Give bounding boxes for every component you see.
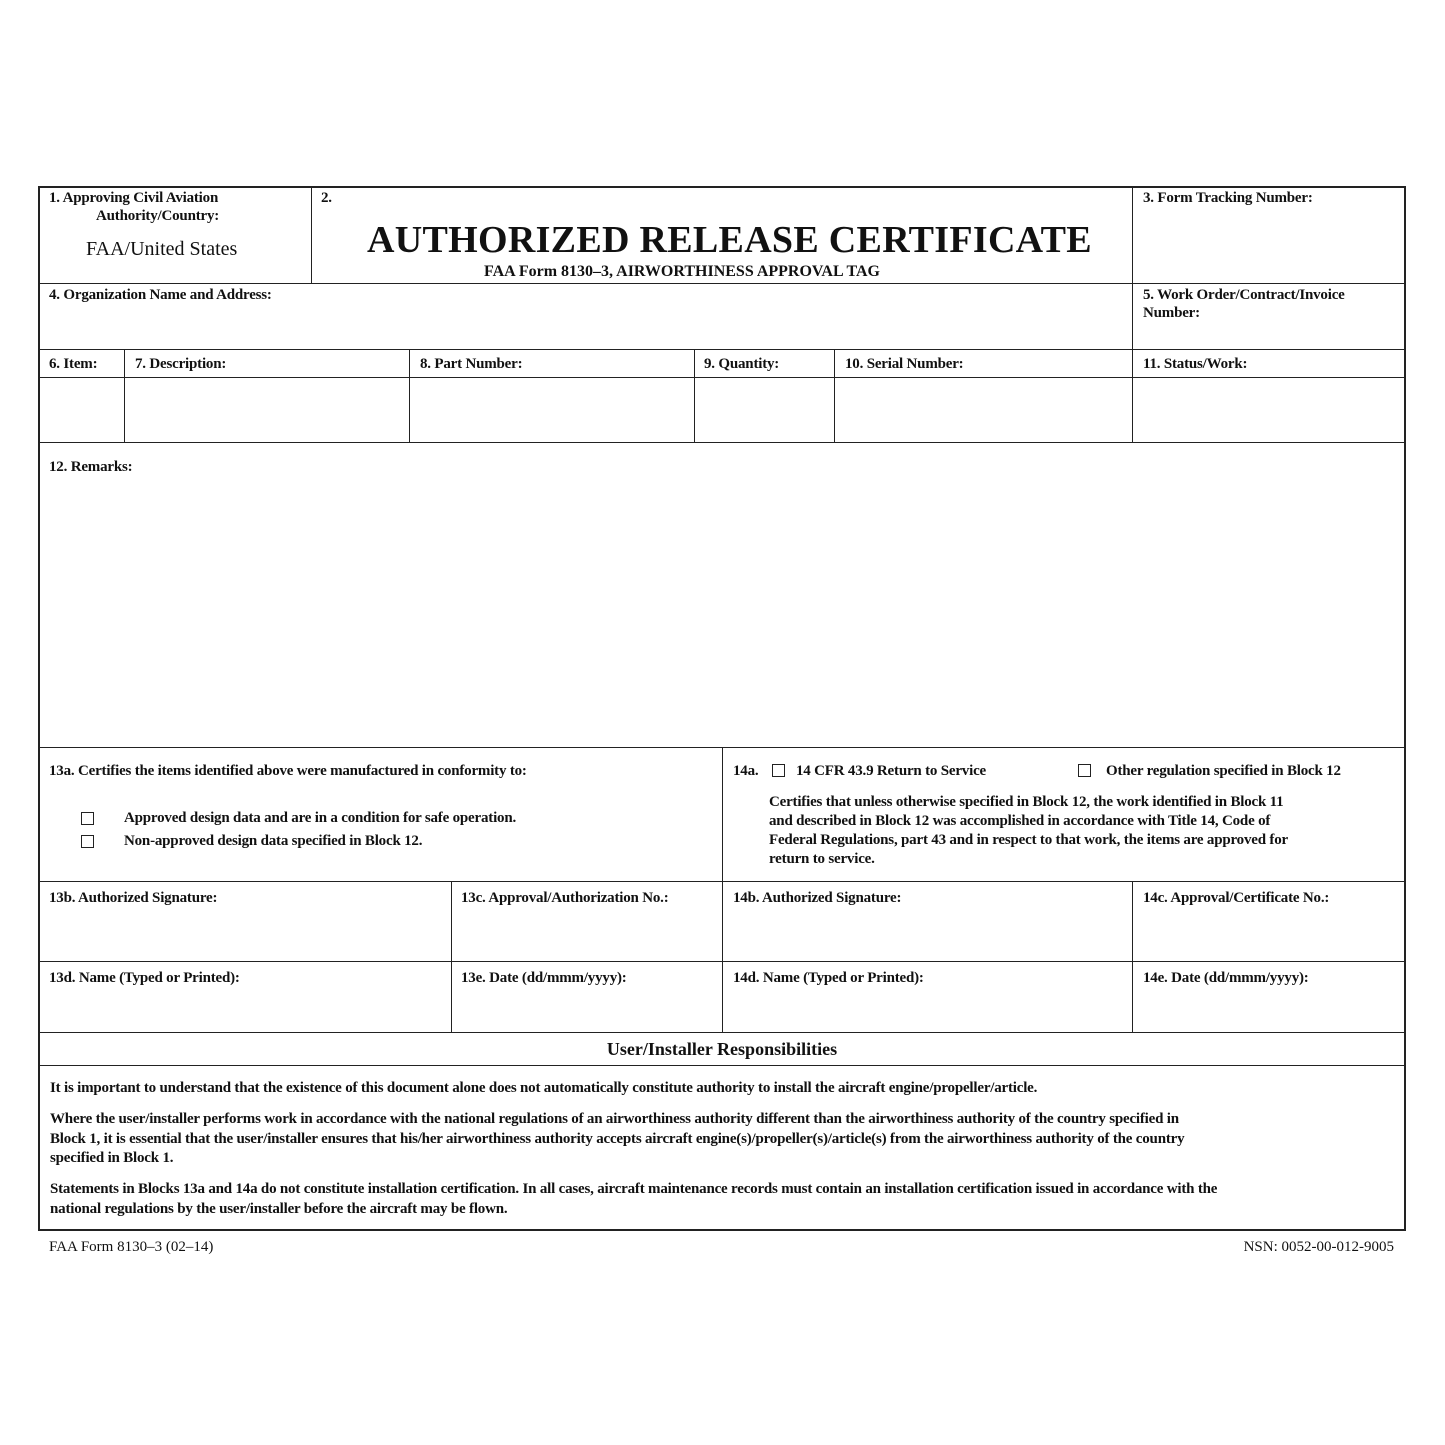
block-14e-label: 14e. Date (dd/mmm/yyyy):: [1143, 970, 1309, 986]
remarks-input[interactable]: [49, 482, 1394, 740]
block-2-label: 2.: [321, 190, 332, 206]
other-regulation-label: Other regulation specified in Block 12: [1106, 763, 1341, 779]
block-3-input[interactable]: [1143, 214, 1393, 274]
responsibility-paragraph-2: [50, 1110, 1184, 1169]
col-8-part-number-label: 8. Part Number:: [420, 356, 523, 372]
block-5-work-order[interactable]: [1132, 283, 1406, 349]
part-number-input[interactable]: [411, 379, 693, 441]
block-5-input[interactable]: [1212, 305, 1397, 345]
block-13b-input[interactable]: [49, 911, 439, 956]
description-input[interactable]: [126, 379, 408, 441]
form-title: AUTHORIZED RELEASE CERTIFICATE: [367, 219, 1092, 261]
col-6-item-label: 6. Item:: [49, 356, 98, 372]
approved-design-data-label: Approved design data and are in a condition for safe operation.: [124, 810, 517, 826]
block-14a-statement-line1: Certifies that unless otherwise specified in Block 12, the work identified in Block 11: [769, 794, 1284, 810]
block-5-label-line1: 5. Work Order/Contract/Invoice: [1143, 287, 1345, 303]
block-14b-input[interactable]: [733, 911, 1121, 956]
block-5-label-line2: Number:: [1143, 305, 1200, 321]
block-14e-date[interactable]: [1132, 961, 1406, 1032]
block-14a-label: 14a.: [733, 763, 759, 779]
responsibility-paragraph-1: [50, 1079, 1037, 1099]
nsn-footer: NSN: 0052-00-012-9005: [1243, 1239, 1394, 1255]
block-1-label-line1: 1. Approving Civil Aviation: [49, 190, 219, 206]
block-14c-certificate-number[interactable]: [1132, 881, 1406, 961]
block-14e-input[interactable]: [1143, 991, 1395, 1027]
block-3-form-tracking-number[interactable]: [1132, 186, 1406, 283]
non-approved-design-data-checkbox[interactable]: [81, 835, 94, 848]
form-id-footer: FAA Form 8130–3 (02–14): [49, 1239, 214, 1255]
block-13a-conformity: [38, 747, 722, 881]
block-14c-label: 14c. Approval/Certificate No.:: [1143, 890, 1330, 906]
block-14a-return-to-service: [722, 747, 1406, 881]
status-work-input[interactable]: [1134, 379, 1404, 441]
responsibility-p3-line1: Statements in Blocks 13a and 14a do not constitute installation certification. In all cases, aircraft maintenance records must contain an installation certification issued in accordance with the: [50, 1181, 1218, 1197]
block-13d-label: 13d. Name (Typed or Printed):: [49, 970, 240, 986]
quantity-input[interactable]: [696, 379, 833, 441]
block-14a-statement-line3: Federal Regulations, part 43 and in respect to that work, the items are approved for: [769, 832, 1288, 848]
responsibilities-heading-text: User/Installer Responsibilities: [606, 1039, 838, 1059]
block-4-organization[interactable]: [38, 283, 1132, 349]
block-14b-label: 14b. Authorized Signature:: [733, 890, 902, 906]
col-11-status-work-label: 11. Status/Work:: [1143, 356, 1248, 372]
block-4-input[interactable]: [49, 307, 1119, 345]
rule-v-qty: [834, 349, 835, 442]
col-10-serial-number-label: 10. Serial Number:: [845, 356, 964, 372]
block-14d-name[interactable]: [722, 961, 1132, 1032]
block-1-label-line2: Authority/Country:: [96, 208, 220, 224]
serial-number-input[interactable]: [836, 379, 1131, 441]
block-12-label: 12. Remarks:: [49, 459, 133, 475]
block-4-label: 4. Organization Name and Address:: [49, 287, 272, 303]
responsibility-p3-line2: national regulations by the user/installer before the aircraft may be flown.: [50, 1200, 508, 1217]
non-approved-design-data-label: Non-approved design data specified in Block 12.: [124, 833, 423, 849]
item-input[interactable]: [40, 379, 123, 441]
cfr-43-9-checkbox[interactable]: [772, 764, 785, 777]
block-13a-label: 13a. Certifies the items identified above were manufactured in conformity to:: [49, 763, 527, 779]
block-13b-authorized-signature[interactable]: [38, 881, 451, 961]
approved-design-data-checkbox[interactable]: [81, 812, 94, 825]
block-13c-label: 13c. Approval/Authorization No.:: [461, 890, 669, 906]
block-14a-statement-line4: return to service.: [769, 851, 875, 867]
block-13c-approval-number[interactable]: [451, 881, 722, 961]
rule-items-header-bottom: [38, 377, 1406, 378]
block-1-approving-authority: [38, 186, 311, 283]
block-13d-name[interactable]: [38, 961, 451, 1032]
responsibility-p1-line1: It is important to understand that the existence of this document alone does not automatically constitute authority to install the aircraft engine/propeller/article.: [50, 1080, 1038, 1096]
responsibilities-heading: [38, 1032, 1406, 1065]
block-1-value[interactable]: FAA/United States: [86, 238, 238, 260]
block-13e-label: 13e. Date (dd/mmm/yyyy):: [461, 970, 627, 986]
block-13c-input[interactable]: [461, 911, 711, 956]
block-14a-statement-line2: and described in Block 12 was accomplished in accordance with Title 14, Code of: [769, 813, 1271, 829]
block-13e-date[interactable]: [451, 961, 722, 1032]
other-regulation-checkbox[interactable]: [1078, 764, 1091, 777]
col-9-quantity-label: 9. Quantity:: [704, 356, 780, 372]
rule-v-part: [694, 349, 695, 442]
block-14b-authorized-signature[interactable]: [722, 881, 1132, 961]
block-13d-input[interactable]: [49, 991, 439, 1027]
block-14c-input[interactable]: [1143, 911, 1395, 956]
rule-v-desc: [409, 349, 410, 442]
block-2-title: [311, 186, 1132, 283]
col-7-description-label: 7. Description:: [135, 356, 227, 372]
block-12-remarks[interactable]: [38, 442, 1406, 747]
responsibility-p2-line1: Where the user/installer performs work in accordance with the national regulations of an airworthiness authority different than the airworthiness authority of the country specified in: [50, 1111, 1179, 1127]
block-14d-label: 14d. Name (Typed or Printed):: [733, 970, 924, 986]
rule-row2-bottom: [38, 349, 1406, 350]
responsibility-p2-line3: specified in Block 1.: [50, 1150, 174, 1166]
rule-v-item: [124, 349, 125, 442]
cfr-43-9-label: 14 CFR 43.9 Return to Service: [796, 763, 986, 779]
form-subtitle: FAA Form 8130–3, AIRWORTHINESS APPROVAL TAG: [484, 263, 880, 280]
responsibility-paragraph-3: [50, 1180, 1217, 1219]
block-13e-input[interactable]: [461, 991, 711, 1027]
block-3-label: 3. Form Tracking Number:: [1143, 190, 1313, 206]
responsibility-p2-line2: Block 1, it is essential that the user/installer ensures that his/her airworthiness authority accepts aircraft engine(s)/propeller(s)/article(s) from the airworthiness authority of the country: [50, 1130, 1185, 1147]
rule-resp-heading-bottom: [38, 1065, 1406, 1066]
block-13b-label: 13b. Authorized Signature:: [49, 890, 218, 906]
block-14d-input[interactable]: [733, 991, 1121, 1027]
